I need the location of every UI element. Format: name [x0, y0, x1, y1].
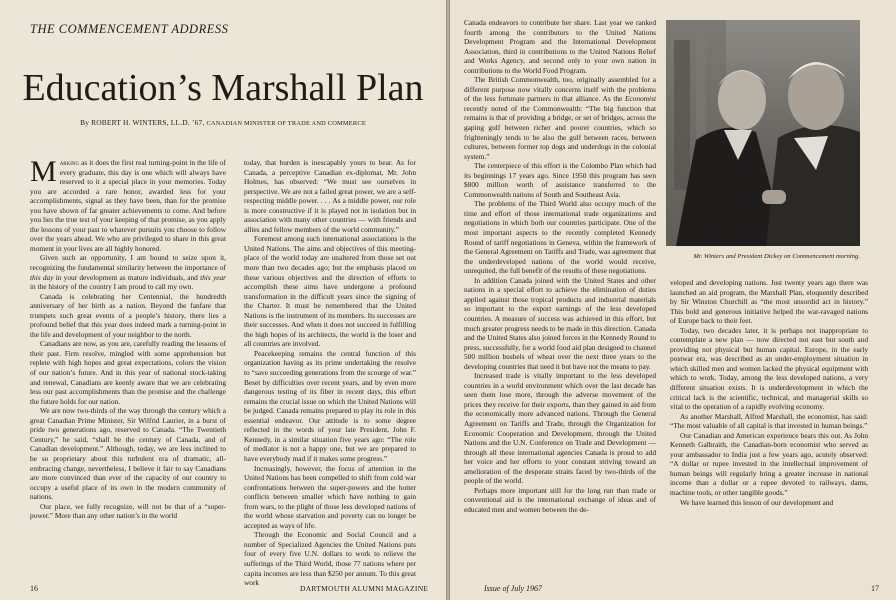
section-kicker: THE COMMENCEMENT ADDRESS [30, 22, 229, 36]
paragraph: Increased trade is vitally important to the less developed countries in a world environment which over the last decade has seen them lose more, through the adverse movement of the prices they receive for their exports, than they gained in aid from the economically more advanced nations. Through the General Agreement on Tariffs and Trade, through the Organization for Economic Cooperation and Development, through the United Nations and the U.N. Conference on Trade and Development — through all these international agencies Canada is proud to add her voice and her efforts to your constant striving toward an amelioration of the desperate straits faced by two-thirds of the people of the world. [464, 371, 656, 486]
paragraph: Canada is celebrating her Centennial, the hundredth anniversary of her birth as a nation. Beyond the fanfare that trumpets such great events of a people’s history, there lies a profound belief that this year does indeed mark a turning-point in the life and development of your neighbor to the north. [30, 291, 226, 339]
right-column-2 [670, 278, 868, 566]
byline [0, 118, 446, 127]
paragraph: Today, two decades later, it is perhaps not inappropriate to contemplate a new plan — now directed not east but south and providing not physical but human capital. Europe, in the early postwar era, was described as an under-employment situation in which skilled men and women lacked the physical equipment with which to work. Today, among the less developed nations, a very different situation exists. It is underdevelopment in which the critical lack is the scientific, technical, and managerial skills so vital to the operation of a rapidly evolving economy. [670, 325, 868, 412]
left-column-1 [30, 155, 226, 568]
paragraph: We are now two-thirds of the way through the century which a great Canadian Prime Minister, Sir Wilfrid Laurier, in a burst of pride two generations ago, reserved to Canada. “The Twentieth Century,” he said, “shall be the century of Canada, and of Canadian development.” Although, today, we are less inclined to be so proprietary about this turbulent era of dramatic, all-embracing change, nevertheless, I believe it fair to say Canadians are more convinced than ever of the capacity of our country to occupy a useful place of its own in the modern community of nations. [30, 406, 226, 502]
paragraph: veloped and developing nations. Just twenty years ago there was launched an aid program, the Marshall Plan, eloquently described by Sir Winston Churchill as “the most unsordid act in history.” This bold and generous initiative helped the war-ravaged nations of Europe back to their feet. [670, 278, 868, 326]
right-column-1 [464, 18, 656, 542]
paragraph: As another Marshall, Alfred Marshall, the economist, has said: “The most valuable of all capital is that invested in human beings.” [670, 411, 868, 431]
right-page [450, 0, 896, 600]
drop-cap: M [30, 155, 57, 188]
page-number: 16 [30, 584, 38, 593]
photo-image [666, 20, 860, 246]
paragraph: Our Canadian and American experience bears this out. As John Kenneth Galbraith, the Canadian-born economist who served as your ambassador to India just a few years ago, acutely observed: “A dollar or rupee invested in the intellectual improvement of human beings will regularly bring a greater increase in national income than a dollar or a rupee devoted to railways, dams, machine tools, or other tangible goods.” [670, 430, 868, 498]
left-page [0, 0, 446, 600]
paragraph: Increasingly, however, the focus of attention in the United Nations has been compelled to shift from cold war confrontations between the super-powers and the hotter conflicts between smaller which have nothing to gain from wars, to the plight of those less developed nations of the world whose starvation and poverty can no longer be accepted as ways of life. [244, 463, 416, 530]
photo-caption: Mr. Winters and President Dickey on Commencement morning. [693, 253, 860, 260]
text-run: in your development as mature individuals, and [53, 272, 201, 282]
text-run: Given such an opportunity, I am bound to seize upon it, recognizing the fundamental similarity between the importance of [30, 253, 226, 273]
lead-smallcaps: arking [59, 158, 80, 167]
paragraph: Foremost among such international associations is the United Nations. The aims and objectives of this meeting-place of the world today are unaltered from those set out more than two decades ago; but the emphasis placed on these various objectives and the direction of efforts to accomplish these aims have undergone a profound transformation in the difficult years since the signing of the Charter. It must be remembered that the United Nations is the instrument of its members. Its successes are their successes. And when it does not succeed in fulfilling the high hopes of its architects, the world is the loser and all countries are involved. [244, 234, 416, 349]
magazine-name: DARTMOUTH ALUMNI MAGAZINE [300, 584, 429, 593]
paragraph: The centerpiece of this effort is the Colombo Plan which had its beginnings 17 years ago. Since 1950 this program has seen $800 million worth of assistance transferred to the Commonwealth nations of South and Southeast Asia. [464, 161, 656, 199]
paragraph: Perhaps more important still for the long run than trade or conventional aid is the international exchange of ideas and of educated men and women between the de- [464, 485, 656, 514]
lead-text: as it does the first real turning-point in the life of every graduate, this day is one which will always have reserved to it a special place in your memories. Today you are accorded a rare honor, awarded less for your accomplishments, signal as they have been, than for the promise you have shown of far greater achievements to come. And before you lies the true test of your keeping of that promise, as you apply the lessons of your past to whatever pursuits you choose to follow over the years ahead. We who are privileged to share in this great moment in your lives are all highly honored. [30, 158, 226, 253]
article-headline: Education’s Marshall Plan [22, 67, 424, 109]
paragraph: Canadians are now, as you are, carefully reading the lessons of their past. Firm resolve, mingled with some apprehension but replete with high hopes and great expectations, colors the vision of our nation’s future. And in this year of national stock-taking and renewal, Canadians are keenly aware that we are celebrating less our past accomplishments than the promise and the challenge the future holds for our nation. [30, 339, 226, 406]
paragraph [464, 75, 656, 161]
emphasis: Economist [624, 94, 656, 104]
opening-paragraph [30, 155, 226, 253]
byline-author: By ROBERT H. WINTERS, LL.D. ’67, [80, 118, 205, 127]
paragraph: In addition Canada joined with the United States and other nations in a special effort to achieve the elimination of duties applied against those tropical products and industrial materials so important to the export earnings of the less developed countries. A measure of success was achieved in this effort, but much greater progress needs to be made in this direction. Canada and the United States also joined forces in the Kennedy Round to press, successfully, for a world food aid plan designed to channel 500 million bushels of wheat over the next three years to the developing countries that need it but have not the means to pay. [464, 275, 656, 371]
paragraph: The problems of the Third World also occupy much of the time and effort of those international trade organizations and negotiations in which both our countries participate. One of the most important aspects to the recently completed Kennedy Round of tariff negotiations in Geneva, within the framework of the General Agreement on Tariffs and Trade, was agreement that the underdeveloped nations of the world would receive, unrequited, the full benefit of the results of these negotiations. [464, 199, 656, 276]
text-run: The British Commonwealth, too, originally assembled for a different purpose now vitally concerns itself with the problems of the less fortunate partners in that alliance. As the [464, 75, 656, 104]
paragraph: today, that burden is inescapably yours to bear. As for Canada, a perceptive Canadian ex-diplomat, Mr. John Holmes, has observed: “We must see ourselves in perspective. We are not a failed great power, we are a self-respecting middle power. . . . As a middle power, our role is more constructive if it is played not in isolation but in association with many other countries — with friends and allies and fellow members of the world community.” [244, 158, 416, 234]
byline-affiliation: CANADIAN MINISTER OF TRADE AND COMMERCE [206, 120, 366, 127]
paragraph [30, 253, 226, 291]
paragraph: Through the Economic and Social Council and a number of Specialized Agencies the United Nations puts four of every five U.N. dollars to work to relieve the sufferings of the Third World, those 77 nations where per capita incomes are less than $250 per annum. To this great work [244, 530, 416, 588]
paragraph: Peacekeeping remains the central function of this organization having as its prime undertaking the resolve to “save succeeding generations from the scourge of war.” Beset by difficulties over recent years, and by even more dangerous testing of its fiber in recent days, this effort remains the crucial issue on which the United Nations will be judged. Canada remains prepared to play its role in this essential endeavor. Our attitude is to some degree reflected in the words of your late President, John F. Kennedy, in a similar situation five years ago: “The role of mediator is not a happy one, but we are prepared to have everybody mad if it makes some progress.” [244, 348, 416, 463]
text-run: in the history of the country I am proud to call my own. [30, 282, 194, 292]
page-number: 17 [871, 584, 879, 593]
left-column-2 [244, 158, 416, 588]
commencement-photo [666, 20, 860, 246]
paragraph: We have learned this lesson of our development and [680, 497, 834, 507]
paragraph: Canada endeavors to contribute her share. Last year we ranked fourth among the contributors to the United Nations Development Program and the International Development Association, third in contributions to the United Nations Relief and Works Agency, and second only to your own nation in contributions to the World Food Program. [464, 18, 656, 75]
emphasis: this year [200, 272, 226, 282]
text-run: recently noted of the Commonwealth: “The big function that remains is that of providing a bridge, or set of bridges, across the gaping gulf between richer and poorer countries, which so frighteningly tends to be also the gulf between races, between cultures, between former top dogs and underdogs in the colonial system.” [464, 103, 656, 161]
issue-date: Issue of July 1967 [484, 584, 542, 593]
emphasis: this day [30, 272, 54, 282]
paragraph: Our place, we fully recognize, will not be that of a “super-power.” More than any other nation’s in the world [30, 501, 226, 521]
